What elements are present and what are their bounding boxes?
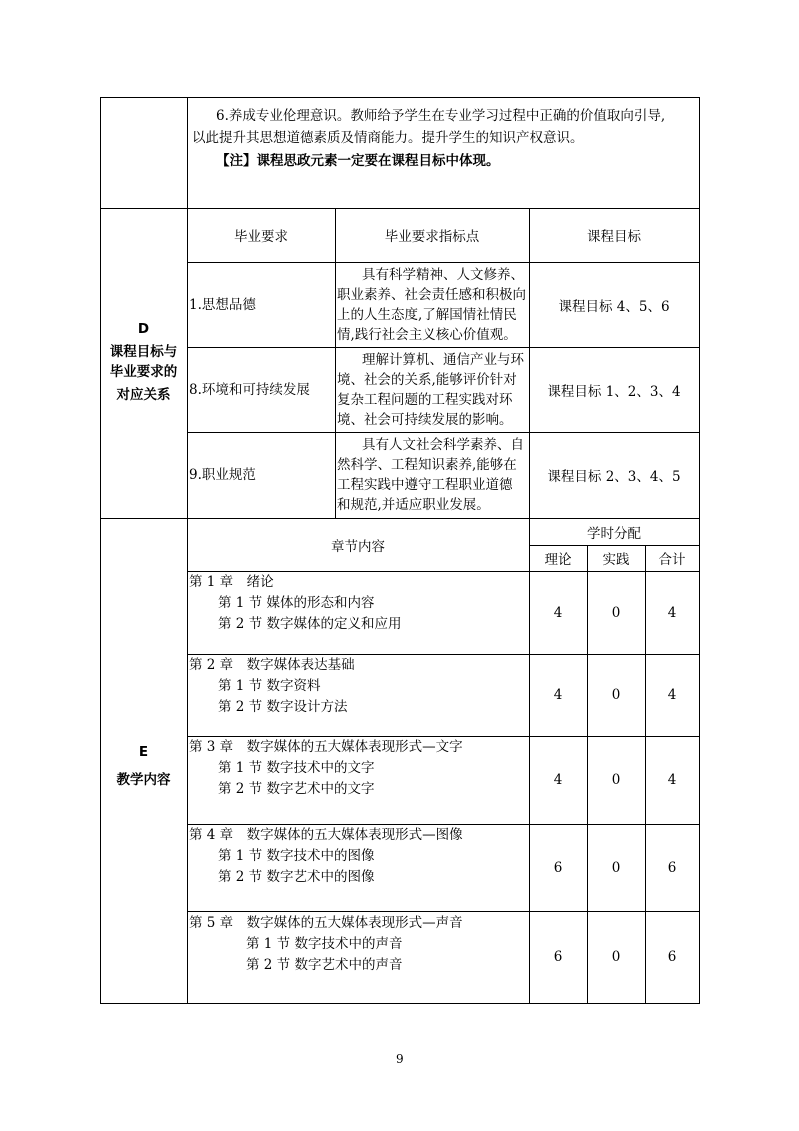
header-practice: 实践 xyxy=(602,552,630,568)
section-d-letter: D xyxy=(137,321,150,337)
header-graduation-requirement: 毕业要求 xyxy=(234,229,288,245)
chapter-2-section-1: 第 1 节 数字资料 xyxy=(218,678,321,694)
requirement-1: 1.思想品德 xyxy=(189,297,256,313)
header-hours-allocation: 学时分配 xyxy=(587,525,641,542)
chapter-5-practice: 0 xyxy=(611,949,621,965)
chapter-1-total: 4 xyxy=(667,604,677,621)
indicator-1-line4: 情,践行社会主义核心价值观。 xyxy=(337,327,517,343)
indicator-8-line2: 境、社会的关系,能够评价针对 xyxy=(337,372,517,388)
header-requirement-indicator: 毕业要求指标点 xyxy=(384,229,480,245)
table-left-border xyxy=(100,97,101,1003)
goals-8: 课程目标 1、2、3、4 xyxy=(547,383,681,400)
chapter-3-section-2: 第 2 节 数字艺术中的文字 xyxy=(218,781,375,797)
indicator-9-line2: 然科学、工程知识素养,能够在 xyxy=(337,457,517,473)
chapter-2-theory: 4 xyxy=(553,687,563,703)
chapter-3-practice: 0 xyxy=(611,772,621,788)
chapter-2-practice: 0 xyxy=(611,687,621,703)
chapter-3-section-1: 第 1 节 数字技术中的文字 xyxy=(218,760,375,776)
chapter-1-theory: 4 xyxy=(553,604,563,621)
chapter-4-theory: 6 xyxy=(553,859,563,876)
page-number: 9 xyxy=(396,1052,404,1066)
table-top-border xyxy=(100,97,700,98)
chapter-5-title: 第 5 章 数字媒体的五大媒体表现形式—声音 xyxy=(189,915,463,931)
objective-6-line2: 以此提升其思想道德素质及情商能力。提升学生的知识产权意识。 xyxy=(192,130,584,146)
chapter-3-total: 4 xyxy=(667,772,677,788)
indicator-1-line1: 具有科学精神、人文修养、 xyxy=(362,267,524,283)
indicator-1-line3: 上的人生态度,了解国情社情民 xyxy=(337,307,517,323)
indicator-9-line1: 具有人文社会科学素养、自 xyxy=(362,437,524,453)
section-d-label-line2: 毕业要求的 xyxy=(109,364,178,380)
header-theory: 理论 xyxy=(544,552,572,568)
chapter-5-total: 6 xyxy=(667,949,677,965)
chapter-5-section-1: 第 1 节 数字技术中的声音 xyxy=(246,936,403,952)
indicator-8-line4: 境、社会可持续发展的影响。 xyxy=(337,412,513,428)
chapter-5-section-2: 第 2 节 数字艺术中的声音 xyxy=(246,957,403,973)
objective-6-line1: 6.养成专业伦理意识。教师给予学生在专业学习过程中正确的价值取向引导, xyxy=(216,108,666,124)
indicator-8-line1: 理解计算机、通信产业与环 xyxy=(362,352,524,368)
chapter-4-total: 6 xyxy=(667,859,677,876)
indicator-9-line4: 和规范,并适应职业发展。 xyxy=(337,497,490,513)
indicator-8-line3: 复杂工程问题的工程实践对环 xyxy=(337,392,513,408)
header-chapter-content: 章节内容 xyxy=(331,538,385,555)
chapter-1-practice: 0 xyxy=(611,604,621,621)
chapter-3-theory: 4 xyxy=(553,772,563,788)
chapter-3-title: 第 3 章 数字媒体的五大媒体表现形式—文字 xyxy=(189,739,463,755)
chapter-4-practice: 0 xyxy=(611,859,621,876)
chapter-2-title: 第 2 章 数字媒体表达基础 xyxy=(189,657,355,673)
chapter-5-theory: 6 xyxy=(553,949,563,965)
requirement-8: 8.环境和可持续发展 xyxy=(189,382,310,398)
chapter-1-section-2: 第 2 节 数字媒体的定义和应用 xyxy=(218,616,402,632)
indicator-1-line2: 职业素养、社会责任感和积极向 xyxy=(337,287,526,303)
chapter-1-title: 第 1 章 绪论 xyxy=(189,574,274,590)
chapter-4-section-1: 第 1 节 数字技术中的图像 xyxy=(218,848,375,864)
goals-9: 课程目标 2、3、4、5 xyxy=(547,469,681,485)
ideology-note: 【注】课程思政元素一定要在课程目标中体现。 xyxy=(216,153,500,169)
chapter-2-section-2: 第 2 节 数字设计方法 xyxy=(218,699,348,715)
section-d-label-line1: 课程目标与 xyxy=(109,344,178,360)
chapter-4-section-2: 第 2 节 数字艺术中的图像 xyxy=(218,869,375,885)
chapter-2-total: 4 xyxy=(667,687,677,703)
chapter-4-title: 第 4 章 数字媒体的五大媒体表现形式—图像 xyxy=(189,827,463,843)
header-total: 合计 xyxy=(658,552,686,568)
requirement-9: 9.职业规范 xyxy=(189,467,256,483)
table-right-border xyxy=(699,97,700,1003)
section-e-label: 教学内容 xyxy=(116,772,171,788)
section-e-letter: E xyxy=(138,744,149,760)
goals-1: 课程目标 4、5、6 xyxy=(558,298,670,315)
header-course-goals: 课程目标 xyxy=(587,229,641,245)
section-d-label-line3: 对应关系 xyxy=(116,387,171,403)
chapter-1-section-1: 第 1 节 媒体的形态和内容 xyxy=(218,595,375,611)
table-bottom-border xyxy=(100,1003,700,1004)
indicator-9-line3: 工程实践中遵守工程职业道德 xyxy=(337,477,513,493)
